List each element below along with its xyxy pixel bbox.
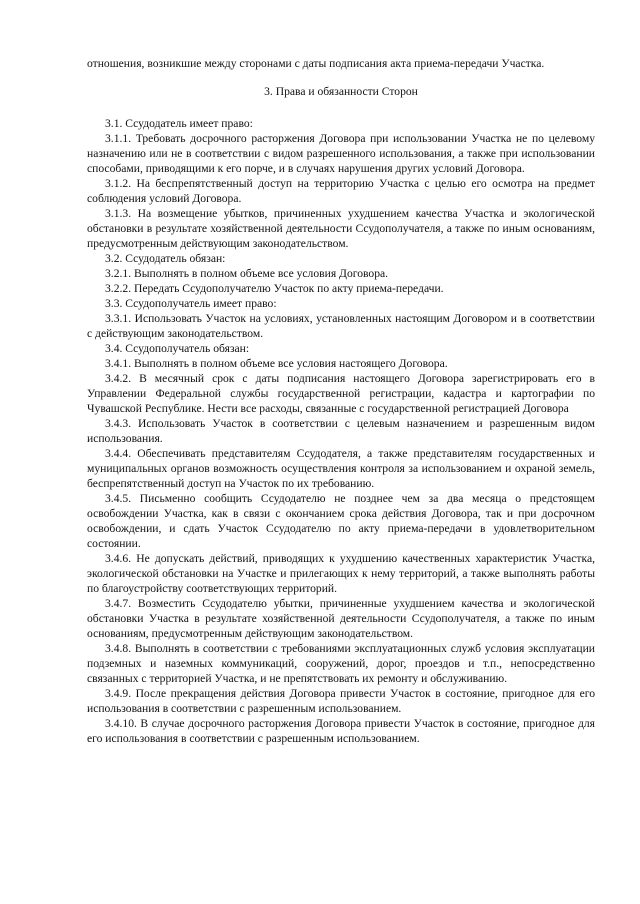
clause-3-4-5: 3.4.5. Письменно сообщить Ссудодателю не позднее чем за два месяца о предстоящем освобождении Участка, как в связи с окончанием срока действия Договора, так и при досрочном освобождении, и сдать Участок Ссудодателю по акту приема-передачи в удовлетворительном состоянии. [87,492,595,550]
clause-3-4-8: 3.4.8. Выполнять в соответствии с требованиями эксплуатационных служб условия эксплуатации подземных и наземных коммуникаций, сооружений, дорог, проездов и т.п., непосредственно связанных с территорией Участка, и не препятствовать их ремонту и обслуживанию. [87,642,595,685]
clause-3-2-1: 3.2.1. Выполнять в полном объеме все условия Договора. [105,267,389,280]
clause-3-4-2: 3.4.2. В месячный срок с даты подписания настоящего Договора зарегистрировать его в Управлении Федеральной службы государственной регистрации, кадастра и картографии по Чувашской Республике. Нести все расходы, связанные с государственной регистрацией Договора [87,372,595,415]
clause-3-4-10: 3.4.10. В случае досрочного расторжения Договора привести Участок в состояние, пригодное для его использования в соответствии с разрешенным использованием. [87,717,595,745]
section-title: 3. Права и обязанности Сторон [264,85,418,98]
clause-3-4-4: 3.4.4. Обеспечивать представителям Ссудодателя, а также представителям государственных и муниципальных органов возможность осуществления контроля за использованием и охраной земель, беспрепятственный доступ на Участок по их требованию. [87,447,595,490]
clause-3-4-9: 3.4.9. После прекращения действия Договора привести Участок в состояние, пригодное для его использования в соответствии с разрешенным использованием. [87,687,595,715]
clause-3-4-7: 3.4.7. Возместить Ссудодателю убытки, причиненные ухудшением качества и экологической обстановки Участка в результате хозяйственной деятельности Ссудополучателя, а также по иным основаниям, предусмотренным действующим законодательством. [87,597,595,640]
clause-3-2-2: 3.2.2. Передать Ссудополучателю Участок по акту приема-передачи. [105,282,444,295]
clause-3-1: 3.1. Ссудодатель имеет право: [105,117,253,130]
clause-3-2: 3.2. Ссудодатель обязан: [105,252,226,265]
clause-3-1-3: 3.1.3. На возмещение убытков, причиненных ухудшением качества Участка и экологической обстановки в результате хозяйственной деятельности Ссудополучателя, а также по иным основаниям, предусмотренным действующим законодательством. [87,207,595,250]
clause-3-4: 3.4. Ссудополучатель обязан: [105,342,250,355]
document-body [87,56,595,746]
clause-3-3: 3.3. Ссудополучатель имеет право: [105,297,277,310]
clause-3-4-6: 3.4.6. Не допускать действий, приводящих к ухудшению качественных характеристик Участка, экологической обстановки на Участке и прилегающих к нему территорий, а также выполнять работы по благоустройству соответствующих территорий. [87,552,595,595]
clause-3-3-1: 3.3.1. Использовать Участок на условиях, установленных настоящим Договором и в соответствии с действующим законодательством. [87,312,595,340]
clause-3-1-1: 3.1.1. Требовать досрочного расторжения Договора при использовании Участка не по целевому назначению или не в соответствии с видом разрешенного использования, а также при использовании способами, приводящими к его порче, и в случаях нарушения других условий Договора. [87,132,595,175]
intro-paragraph: отношения, возникшие между сторонами с даты подписания акта приема-передачи Участка. [87,57,545,70]
clause-3-4-1: 3.4.1. Выполнять в полном объеме все условия настоящего Договора. [105,357,448,370]
clause-3-4-3: 3.4.3. Использовать Участок в соответствии с целевым назначением и разрешенным видом использования. [87,417,595,445]
clause-3-1-2: 3.1.2. На беспрепятственный доступ на территорию Участка с целью его осмотра на предмет соблюдения условий Договора. [87,177,595,205]
